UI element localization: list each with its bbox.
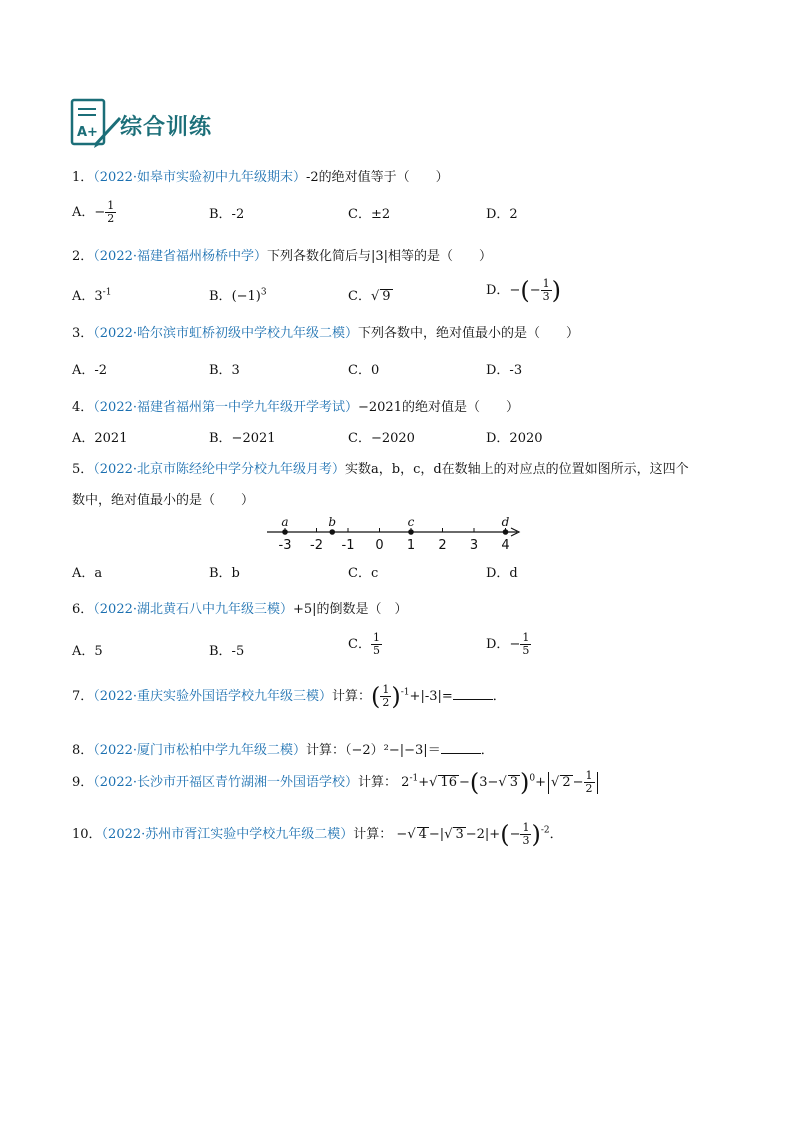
q3-option-b[interactable]: B．3	[209, 363, 240, 378]
point-d	[503, 529, 509, 535]
point-label: d	[501, 515, 510, 529]
number-line	[255, 510, 535, 558]
q3-option-a[interactable]: A．-2	[72, 363, 108, 378]
exam-paper-icon	[68, 96, 124, 158]
q5-option-d[interactable]: D．d	[486, 566, 518, 581]
q2-option-a[interactable]: A．$3^{-1}$	[72, 287, 112, 304]
answer-blank[interactable]	[453, 687, 493, 700]
answer-blank[interactable]	[441, 741, 481, 754]
q6-option-b[interactable]: B．-5	[209, 644, 245, 659]
axis-tick-label: -1	[341, 538, 355, 553]
axis-tick-label: -3	[278, 538, 292, 553]
axis-tick-label: 1	[406, 538, 416, 553]
question-10: 10．（2022·苏州市胥江实验中学校九年级二模）计算： −√ 4 −|√ 3 −2|+(− $\frac{1}{3}$ )$^{-2}$．	[72, 820, 563, 849]
question-source: （2022·如皋市实验初中九年级期末）	[93, 170, 306, 185]
svg-text:A+: A+	[77, 125, 98, 140]
q5-option-b[interactable]: B．b	[209, 566, 240, 581]
q1-option-d[interactable]: D．2	[486, 207, 518, 222]
question-5-line2: 数中，绝对值最小的是（ ）	[72, 493, 255, 508]
axis-tick-label: 3	[469, 538, 479, 553]
q2-option-b[interactable]: B．$(-1)^3$	[209, 287, 267, 304]
question-2: 2．（2022·福建省福州杨桥中学）下列各数化简后与|3|相等的是（ ）	[72, 249, 493, 264]
q5-option-c[interactable]: C．c	[348, 566, 379, 581]
q1-option-a[interactable]: A．− $\frac{1}{2}$	[72, 199, 115, 225]
section-title: 综合训练	[120, 115, 213, 140]
q6-option-a[interactable]: A．5	[72, 644, 103, 659]
question-7: 7．（2022·重庆实验外国语学校九年级三模）计算：( $\frac{1}{2}$ )$^{-1}$+|-3|= ．	[72, 682, 506, 711]
question-1	[72, 166, 449, 185]
q1-option-c[interactable]: C．±2	[348, 207, 391, 222]
question-stem: -2的绝对值等于（ ）	[306, 170, 449, 185]
q6-option-d[interactable]: D．− $\frac{1}{5}$	[486, 631, 530, 657]
q4-option-d[interactable]: D．2020	[486, 431, 543, 446]
q4-option-a[interactable]: A．2021	[72, 431, 128, 446]
point-label: a	[281, 515, 289, 529]
question-6: 6．（2022·湖北黄石八中九年级三模）+5|的倒数是（ ）	[72, 602, 408, 617]
question-3: 3．（2022·哈尔滨市虹桥初级中学校九年级二模）下列各数中，绝对值最小的是（ ）	[72, 326, 580, 341]
point-label: c	[407, 515, 415, 529]
q5-option-a[interactable]: A．a	[72, 566, 103, 581]
question-8: 8．（2022·厦门市松柏中学九年级二模）计算：（−2）²−|−3|＝ ．	[72, 743, 494, 758]
axis-tick-label: 2	[438, 538, 447, 553]
question-5: 5．（2022·北京市陈经纶中学分校九年级月考）实数a，b，c，d在数轴上的对应点的位置如图所示，这四个	[72, 462, 689, 477]
q2-option-d[interactable]: D．−(− $\frac{1}{3}$ )	[486, 276, 561, 305]
q1-option-b[interactable]: B．-2	[209, 207, 245, 222]
axis-tick-label: 4	[501, 538, 510, 553]
question-4: 4．（2022·福建省福州第一中学九年级开学考试）−2021的绝对值是（ ）	[72, 400, 519, 415]
point-b	[329, 529, 335, 535]
q4-option-b[interactable]: B．−2021	[209, 431, 276, 446]
axis-tick-label: -2	[310, 538, 323, 553]
q3-option-d[interactable]: D．-3	[486, 363, 523, 378]
question-9: 9．（2022·长沙市开福区青竹湖湘一外国语学校）计算： $2^{-1}+√$ 16 −(3−√ 3)$^0$+ √ 2 − $\frac{1}{2}$	[72, 770, 600, 795]
q2-option-c[interactable]: C．√ 9	[348, 289, 391, 304]
point-a	[282, 529, 288, 535]
point-label: b	[328, 515, 337, 529]
q3-option-c[interactable]: C．0	[348, 363, 380, 378]
axis-tick-label: 0	[375, 538, 384, 553]
question-number: 1．	[72, 170, 94, 185]
q4-option-c[interactable]: C．−2020	[348, 431, 415, 446]
point-c	[408, 529, 414, 535]
q6-option-c[interactable]: C． $\frac{1}{5}$	[348, 631, 380, 657]
